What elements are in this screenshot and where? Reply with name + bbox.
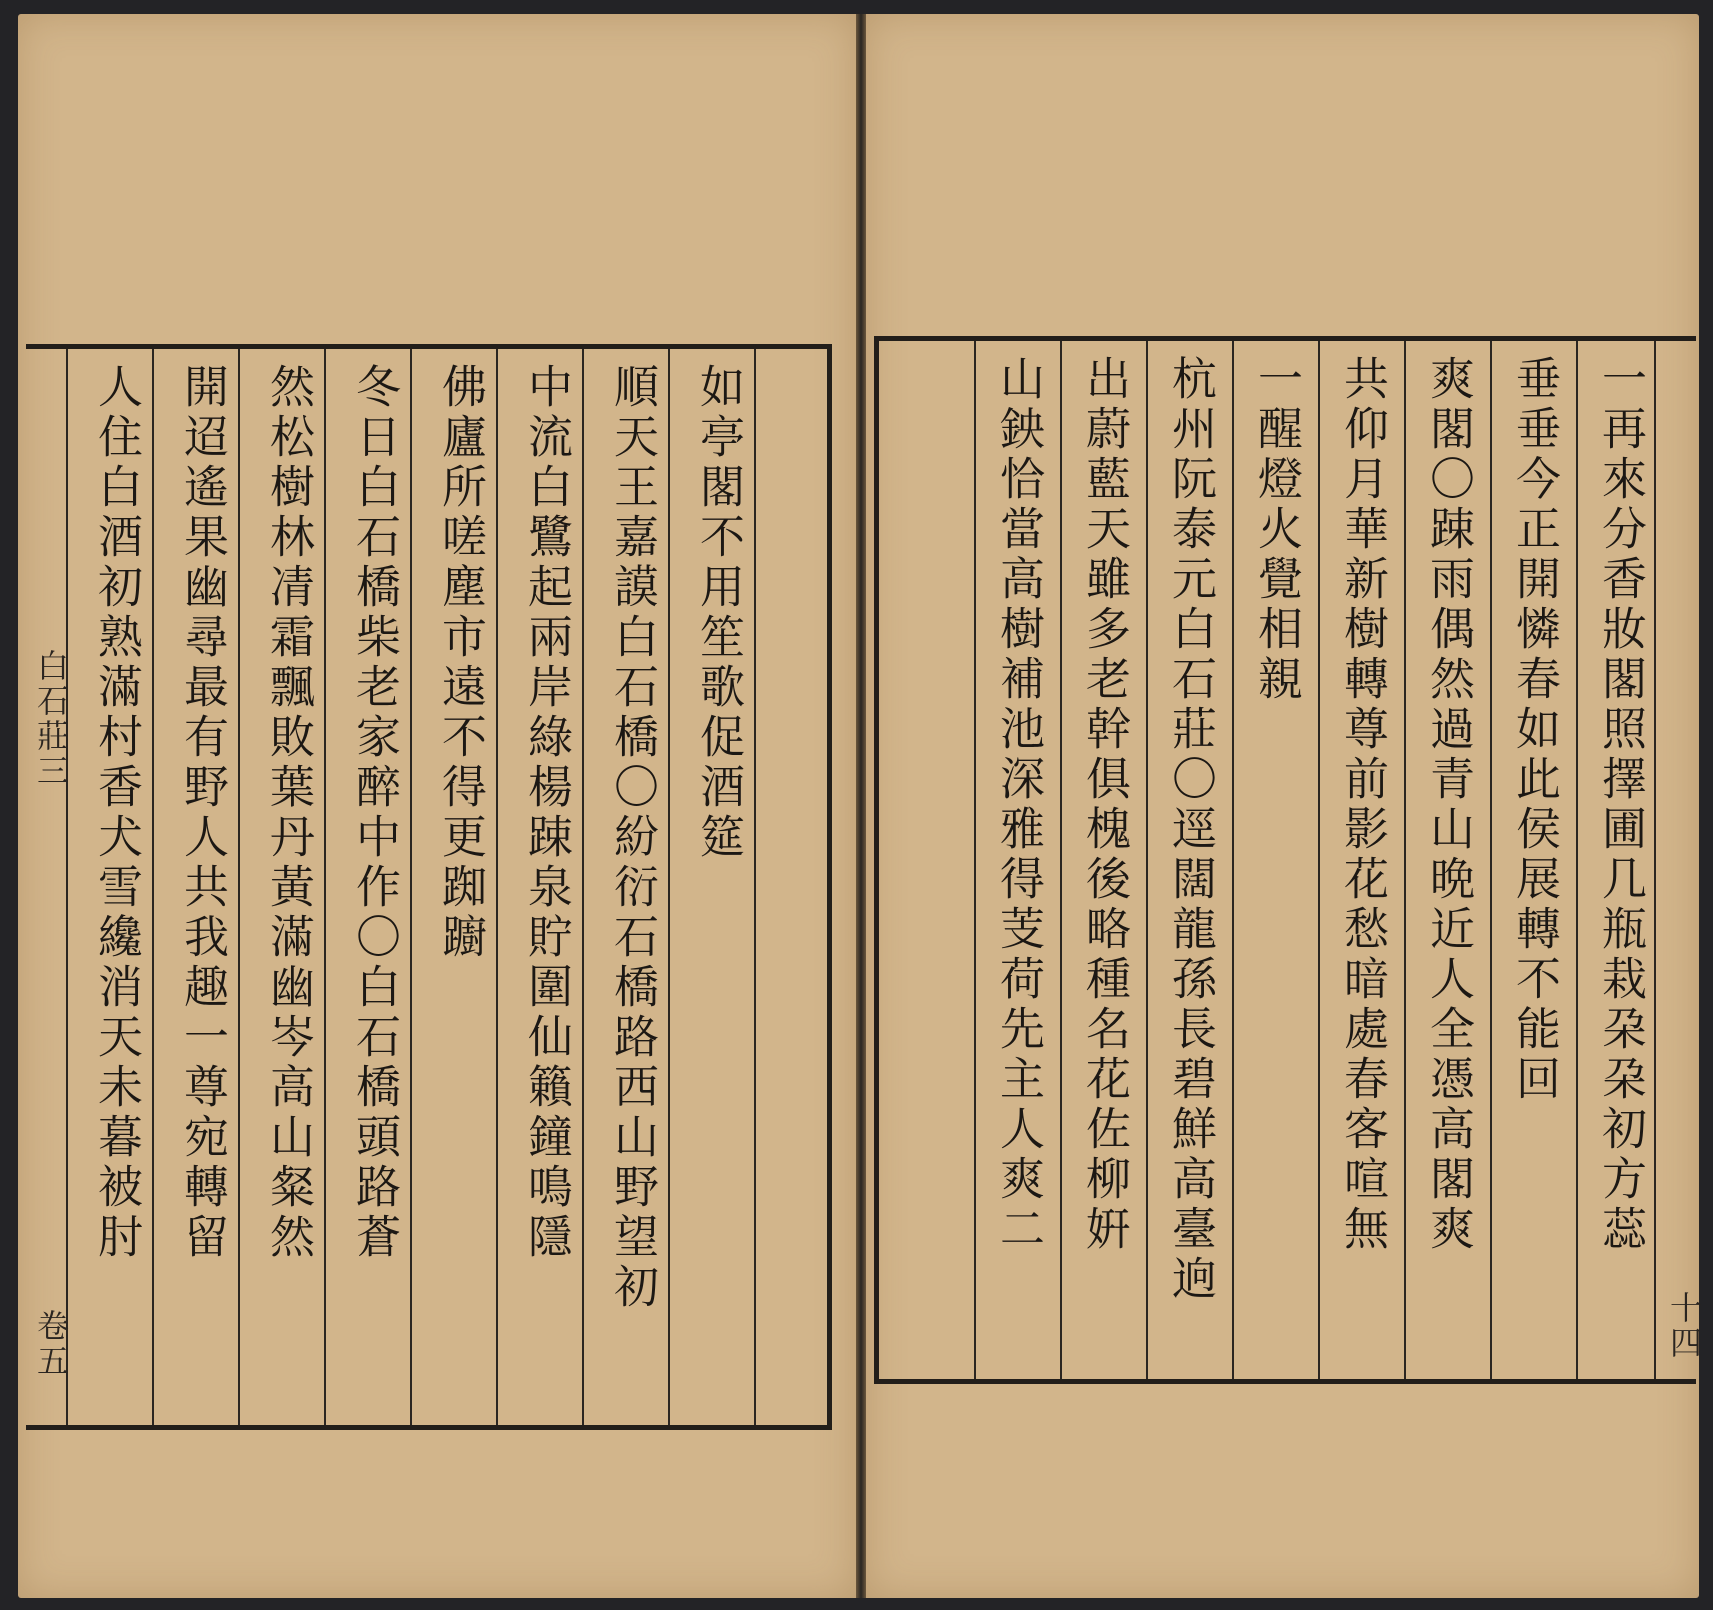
column-rule <box>152 349 154 1425</box>
left-page <box>18 14 856 1598</box>
text-column: 爽閣〇踈雨偶然過青山晩近人全憑高閣爽 <box>1422 355 1475 1255</box>
text-column: 一醒燈火覺相親 <box>1250 355 1303 705</box>
column-rule <box>1654 341 1656 1379</box>
column-rule <box>1146 341 1148 1379</box>
text-column: 如亭閣不用笙歌促酒筵 <box>692 363 745 863</box>
column-rule <box>1060 341 1062 1379</box>
column-rule <box>582 349 584 1425</box>
text-column: 出蔚藍天雖多老幹俱槐後略種名花佐柳姸 <box>1078 355 1131 1255</box>
left-text-frame <box>26 344 832 1430</box>
column-rule <box>974 341 976 1379</box>
text-column: 開迢遙果幽尋最有野人共我趣一尊宛轉留 <box>176 363 229 1263</box>
margin-page-number: 十四 <box>1665 1291 1703 1361</box>
text-column: 山鉠恰當高樹補池深雅得芰荷先主人爽二 <box>992 355 1045 1255</box>
column-rule <box>1404 341 1406 1379</box>
text-column: 杭州阮泰元白石莊〇逕闊龍孫長碧鮮高臺逈 <box>1164 355 1217 1305</box>
text-column: 順天王嘉謨白石橋〇紛衍石橋路西山野望初 <box>606 363 659 1313</box>
right-text-frame <box>874 336 1703 1384</box>
column-rule <box>496 349 498 1425</box>
right-page <box>866 14 1703 1598</box>
column-rule <box>1576 341 1578 1379</box>
column-rule <box>66 349 68 1425</box>
column-rule <box>668 349 670 1425</box>
column-rule <box>1232 341 1234 1379</box>
text-column: 然松樹林凊霜飄敗葉丹黃滿幽岑高山粲然 <box>262 363 315 1263</box>
column-rule <box>410 349 412 1425</box>
text-column: 人住白酒初熟滿村香犬雪纔消天未暮被肘 <box>90 363 143 1263</box>
column-rule <box>1318 341 1320 1379</box>
column-rule <box>324 349 326 1425</box>
text-column: 垂垂今正開憐春如此侯展轉不能回 <box>1508 355 1561 1105</box>
text-column: 中流白鷺起兩岸綠楊踈泉貯圍仙籟鐘鳴隱 <box>520 363 573 1263</box>
margin-volume: 卷五 <box>32 1309 70 1379</box>
text-column: 共仰月華新樹轉尊前影花愁暗處春客喧無 <box>1336 355 1389 1255</box>
book-gutter <box>856 14 866 1598</box>
text-column: 一再來分香妝閣照擇圃几瓶栽朶朶初方蕊 <box>1594 355 1647 1255</box>
text-column: 冬日白石橋柴老家醉中作〇白石橋頭路蒼 <box>348 363 401 1263</box>
column-rule <box>1490 341 1492 1379</box>
column-rule <box>238 349 240 1425</box>
margin-title: 白石莊三 <box>32 649 70 789</box>
text-column: 佛廬所嗟塵市遠不得更踟躕 <box>434 363 487 963</box>
column-rule <box>754 349 756 1425</box>
